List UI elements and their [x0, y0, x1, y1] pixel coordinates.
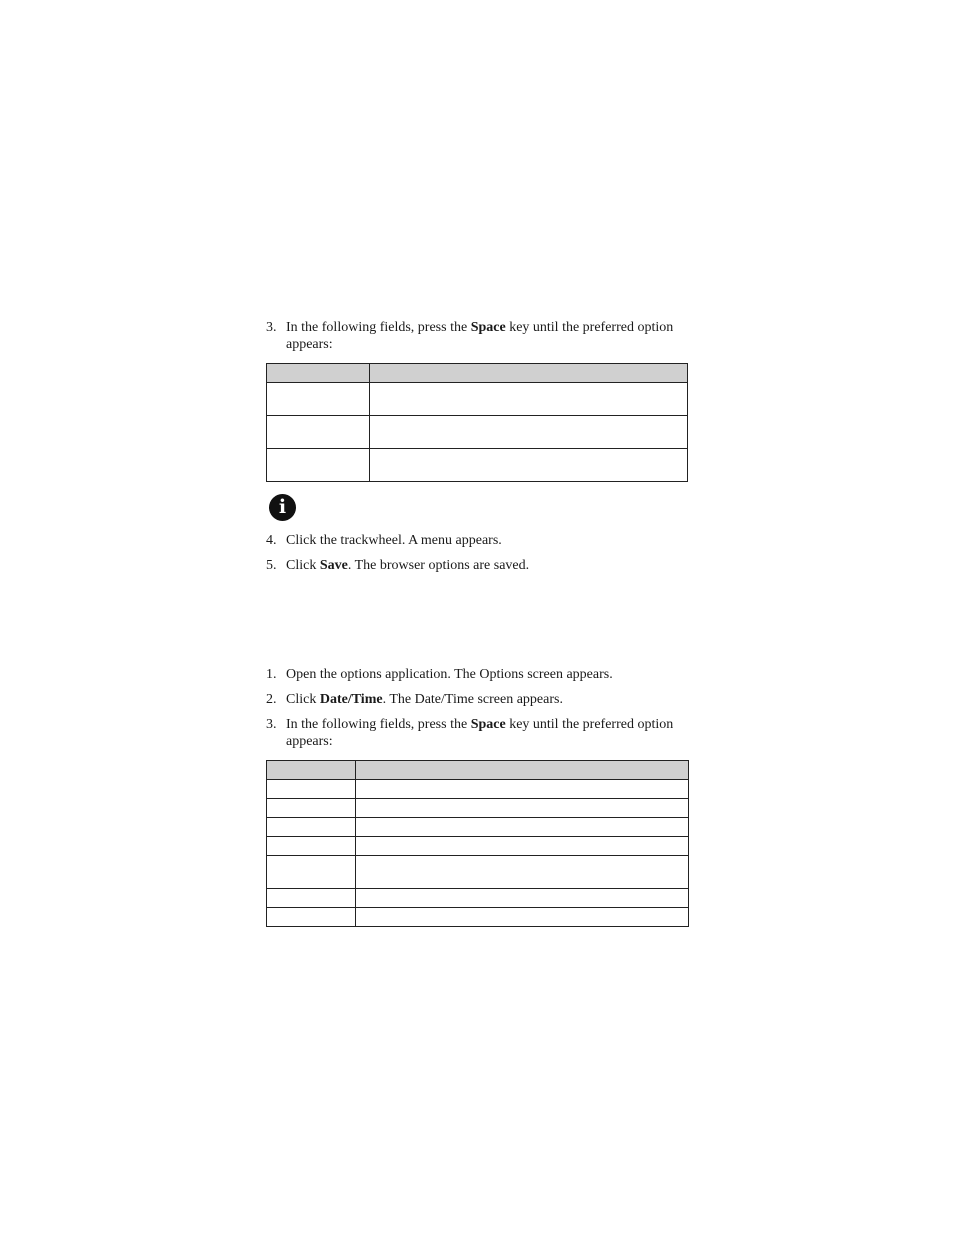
table-cell — [356, 837, 689, 856]
table-cell — [267, 449, 370, 482]
table-cell — [267, 799, 356, 818]
table-row — [267, 889, 689, 908]
table-cell — [370, 383, 688, 416]
table-row — [267, 383, 688, 416]
table-row — [267, 908, 689, 927]
table-row — [267, 799, 689, 818]
table-row — [267, 449, 688, 482]
header-cell — [267, 761, 356, 780]
table-cell — [267, 889, 356, 908]
table-row — [267, 818, 689, 837]
table-cell — [267, 383, 370, 416]
header-cell — [370, 364, 688, 383]
table-cell — [356, 780, 689, 799]
key-name: Space — [470, 320, 506, 335]
step-number: 4. — [266, 533, 277, 548]
info-icon: i — [269, 494, 296, 521]
step-number: 5. — [266, 558, 277, 573]
table-cell — [356, 889, 689, 908]
step-number: 1. — [266, 667, 277, 682]
table-cell — [356, 818, 689, 837]
table-cell — [267, 416, 370, 449]
table-cell — [267, 780, 356, 799]
table-row — [267, 856, 689, 889]
step-number: 3. — [266, 320, 277, 335]
table-row — [267, 837, 689, 856]
table-row — [267, 416, 688, 449]
key-name: Space — [470, 717, 506, 732]
header-cell — [356, 761, 689, 780]
step-text: Click Date/Time. The Date/Time screen appears. — [286, 692, 563, 707]
table-header-row — [267, 364, 688, 383]
step-text: Open the options application. The Options screen appears. — [286, 667, 613, 682]
table-cell — [356, 908, 689, 927]
table-cell — [370, 416, 688, 449]
step-number: 2. — [266, 692, 277, 707]
step-text: In the following fields, press the Space key until the preferred option appears: — [286, 717, 674, 749]
header-cell — [267, 364, 370, 383]
table-cell — [267, 818, 356, 837]
step-text: Click the trackwheel. A menu appears. — [286, 533, 502, 548]
table-cell — [370, 449, 688, 482]
table-cell — [267, 908, 356, 927]
table-cell — [356, 856, 689, 889]
step-number: 3. — [266, 717, 277, 732]
step-text: Click Save. The browser options are saved. — [286, 558, 530, 573]
table-header-row — [267, 761, 689, 780]
date-time-options-table — [266, 760, 689, 927]
table-row — [267, 780, 689, 799]
menu-item-name: Save — [319, 558, 348, 573]
browser-options-table — [266, 363, 688, 482]
table-cell — [267, 837, 356, 856]
option-name: Date/Time — [319, 692, 383, 707]
step-text: In the following fields, press the Space key until the preferred option appears: — [286, 320, 674, 352]
table-cell — [267, 856, 356, 889]
table-cell — [356, 799, 689, 818]
